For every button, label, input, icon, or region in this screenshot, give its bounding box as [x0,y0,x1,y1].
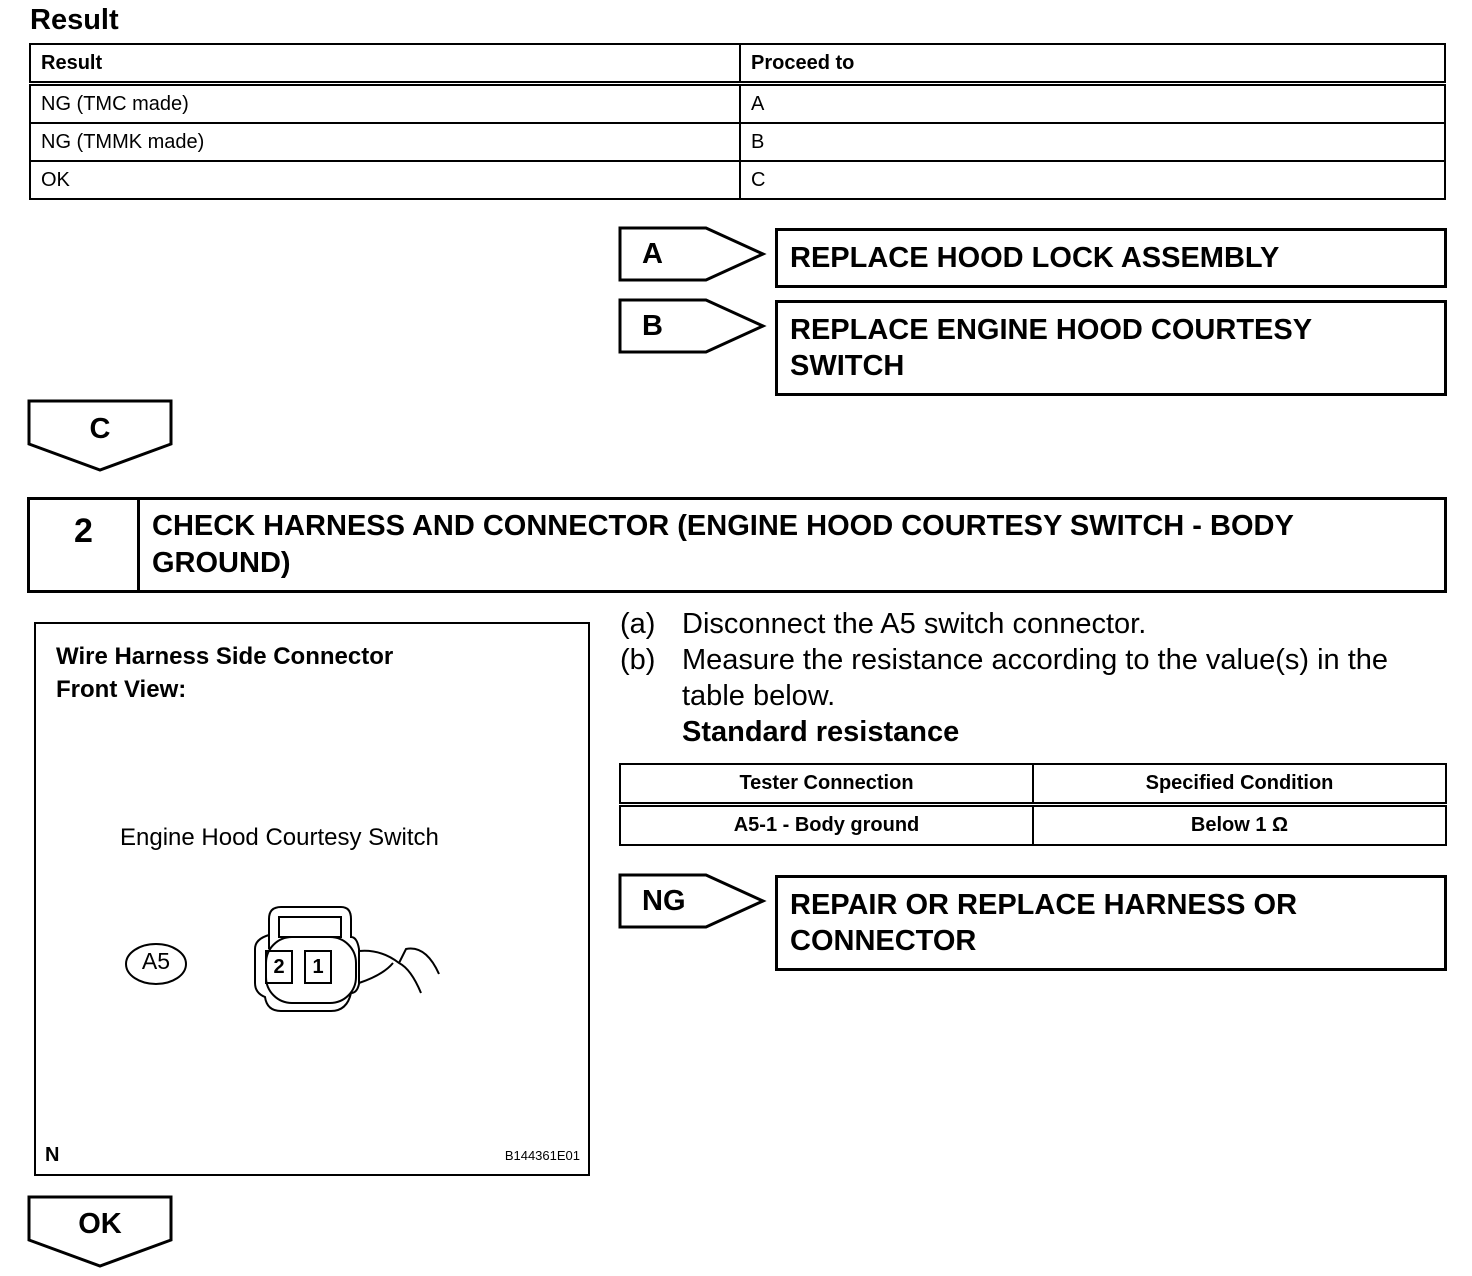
pin-2: 2 [265,950,293,984]
instruction-text: Disconnect the A5 switch connector. [682,608,1147,640]
component-label: Engine Hood Courtesy Switch [120,824,439,851]
table-cell: OK [30,161,740,199]
table-row [30,161,1445,199]
ng-label: NG [642,885,686,917]
branch-b-action: REPLACE ENGINE HOOD COURTESY SWITCH [775,300,1447,396]
ng-action: REPAIR OR REPLACE HARNESS OR CONNECTOR [775,875,1447,971]
table-cell: A5-1 - Body ground [620,805,1033,846]
table-cell: C [740,161,1445,199]
result-heading: Result [30,4,119,36]
table-row [30,123,1445,161]
branch-b-label: B [642,310,663,342]
table-header-row [620,764,1446,805]
table-cell: NG (TMC made) [30,84,740,124]
table-row [30,84,1445,124]
column-header: Tester Connection [620,764,1033,805]
pin-1: 1 [304,950,332,984]
branch-a-label: A [642,238,663,270]
instruction-label: (b) [620,644,656,676]
result-table [29,43,1446,200]
table-cell: NG (TMMK made) [30,123,740,161]
instruction-text: Measure the resistance according to the value(s) in the table below. [682,644,1389,712]
resistance-table [619,763,1447,846]
connector-id: A5 [141,948,171,974]
figure-code: B144361E01 [504,1148,580,1163]
standard-heading: Standard resistance [682,716,960,748]
step-number: 2 [30,500,140,590]
step-header [27,497,1447,593]
table-cell: Below 1 Ω [1033,805,1446,846]
step-title: CHECK HARNESS AND CONNECTOR (ENGINE HOOD COURTESY SWITCH - BODY GROUND) [152,510,1294,579]
figure-title-line: Front View: [56,676,187,703]
corner-mark: N [45,1144,60,1166]
column-header: Proceed to [740,44,1445,84]
branch-b-arrow-icon [618,298,768,356]
instruction-label: (a) [620,608,656,640]
continue-c-label: C [89,413,111,445]
continue-ok-label: OK [78,1208,122,1240]
connector-figure [34,622,590,1176]
column-header: Result [30,44,740,84]
table-header-row [30,44,1445,84]
column-header: Specified Condition [1033,764,1446,805]
figure-title-line: Wire Harness Side Connector [56,643,394,670]
ng-arrow-icon [618,873,768,931]
table-row [620,805,1446,846]
branch-a-action: REPLACE HOOD LOCK ASSEMBLY [775,228,1447,288]
branch-a-arrow-icon [618,226,768,284]
table-cell: A [740,84,1445,124]
figure-title [56,640,393,706]
table-cell: B [740,123,1445,161]
